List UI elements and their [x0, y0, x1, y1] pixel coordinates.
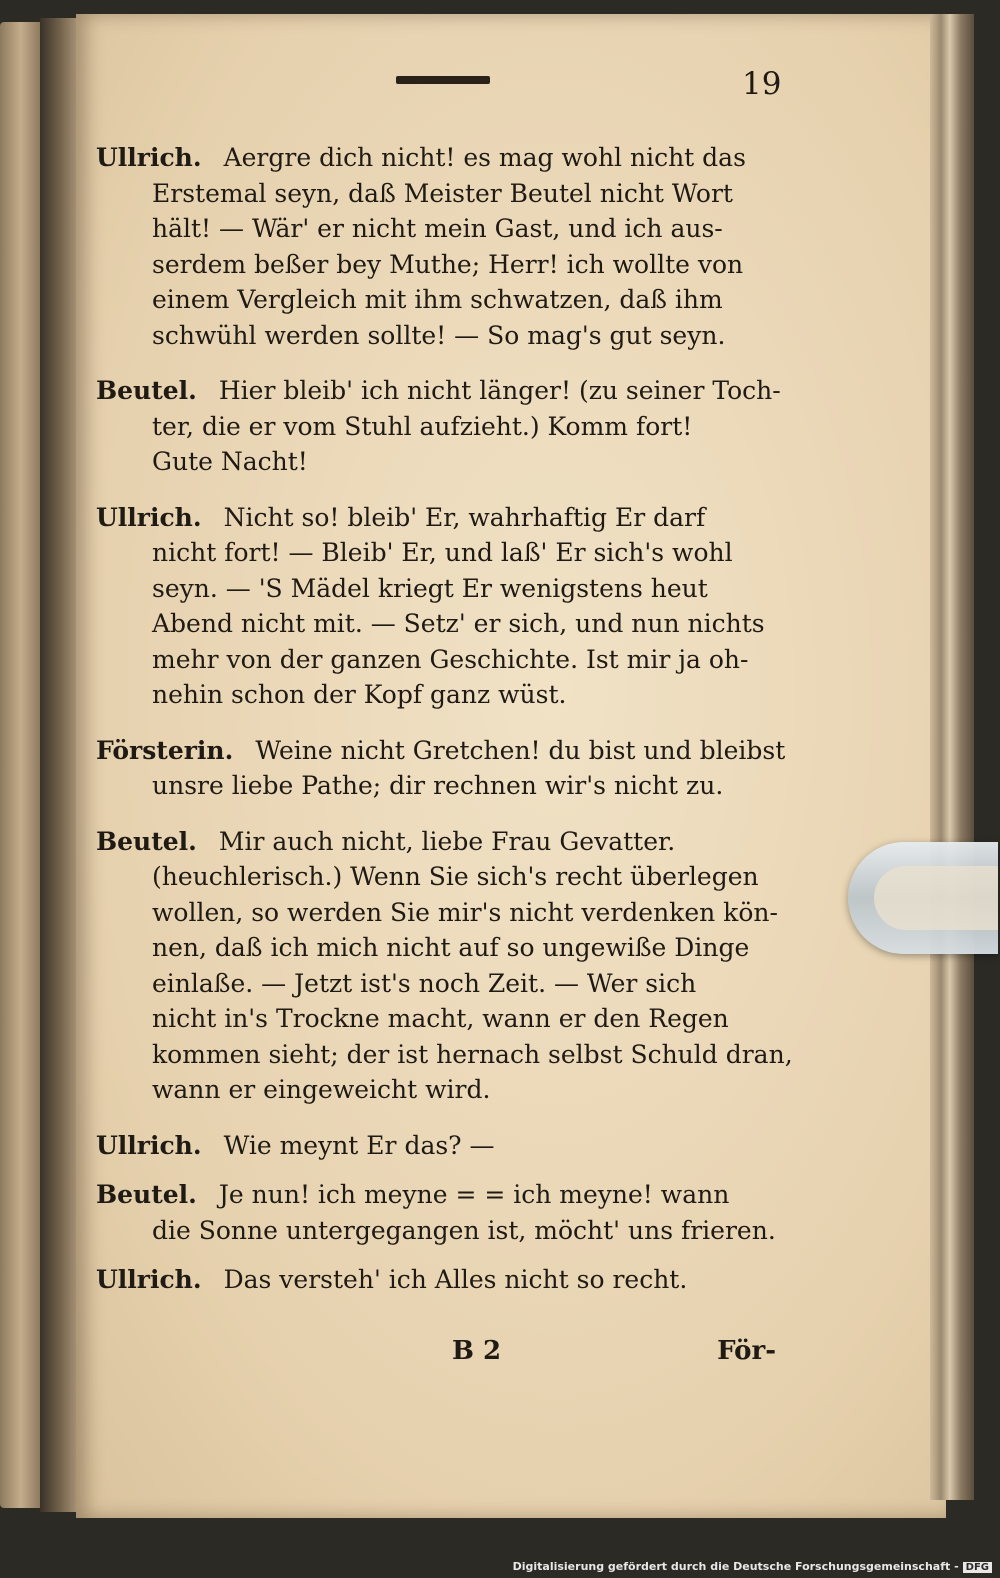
line-text: Nicht so! bleib' Er, wahrhaftig Er darf: [223, 502, 706, 532]
page-number: 19: [742, 66, 782, 102]
text-line: mehr von der ganzen Geschichte. Ist mir ja oh-: [152, 644, 749, 674]
speech-7: [96, 1177, 790, 1248]
speaker-name: Försterin.: [96, 735, 234, 765]
text-line: [96, 1128, 790, 1164]
line-text: Aergre dich nicht! es mag wohl nicht das: [223, 143, 746, 172]
text-line: [96, 824, 790, 860]
credit-text: Digitalisierung gefördert durch die Deutsche Forschungsgemeinschaft -: [512, 1560, 959, 1573]
speaker-name: Ullrich.: [96, 143, 202, 172]
signature-mark: B 2: [452, 1336, 502, 1366]
speech-2: [96, 373, 790, 480]
line-text: Das versteh' ich Alles nicht so recht.: [223, 1265, 688, 1294]
text-line: Abend nicht mit. — Setz' er sich, und nun nichts: [152, 609, 765, 638]
text-line: [96, 140, 790, 176]
speaker-name: Beutel.: [96, 826, 197, 856]
text-line: (heuchlerisch.) Wenn Sie sich's recht überlegen: [152, 862, 759, 891]
speaker-name: Beutel.: [96, 1180, 197, 1209]
page-footer: [96, 1330, 790, 1370]
page-stack-edge: [930, 14, 974, 1500]
speech-5: [96, 824, 793, 1108]
dfg-logo: DFG: [963, 1562, 992, 1573]
text-line: schwühl werden sollte! — So mag's gut seyn.: [152, 320, 726, 350]
clip-window: [874, 866, 998, 930]
line-text: Mir auch nicht, liebe Frau Gevatter.: [218, 826, 676, 856]
speaker-name: Ullrich.: [96, 502, 202, 532]
dialogue-text: [96, 140, 793, 1318]
text-line: [96, 1177, 790, 1213]
text-line: [96, 733, 790, 769]
header-rule: [396, 76, 490, 84]
text-line: nicht in's Trockne macht, wann er den Regen: [152, 1004, 729, 1033]
speaker-name: Ullrich.: [96, 1265, 202, 1294]
speaker-name: Beutel.: [96, 376, 197, 405]
text-line: [96, 500, 790, 536]
text-line: einlaße. — Jetzt ist's noch Zeit. — Wer sich: [152, 968, 697, 998]
text-line: [96, 373, 790, 409]
text-line: einem Vergleich mit ihm schwatzen, daß ihm: [152, 285, 723, 314]
line-text: Je nun! ich meyne = = ich meyne! wann: [218, 1180, 730, 1209]
line-text: Weine nicht Gretchen! du bist und bleibst: [255, 735, 786, 765]
text-line: ter, die er vom Stuhl aufzieht.) Komm fort!: [152, 411, 693, 441]
catchword: För-: [717, 1336, 776, 1366]
text-line: seyn. — 'S Mädel kriegt Er wenigstens heut: [152, 573, 708, 603]
digitization-credit: [513, 1560, 992, 1576]
line-text: Hier bleib' ich nicht länger! (zu seiner Toch-: [218, 376, 781, 405]
text-line: Erstemal seyn, daß Meister Beutel nicht Wort: [152, 178, 733, 208]
page-clip: [848, 842, 998, 954]
text-line: nicht fort! — Bleib' Er, und laß' Er sich's wohl: [152, 538, 733, 567]
text-line: hält! — Wär' er nicht mein Gast, und ich aus-: [152, 214, 723, 243]
speech-4: [96, 733, 790, 804]
speech-6: [96, 1128, 790, 1164]
speaker-name: Ullrich.: [96, 1130, 202, 1160]
text-line: [96, 1262, 790, 1298]
text-line: nen, daß ich mich nicht auf so ungewiße Dinge: [152, 933, 750, 962]
speech-3: [96, 500, 790, 713]
text-line: Gute Nacht!: [152, 447, 308, 476]
text-line: serdem beßer bey Muthe; Herr! ich wollte von: [152, 249, 744, 279]
line-text: Wie meynt Er das? —: [223, 1130, 495, 1160]
text-line: die Sonne untergegangen ist, möcht' uns frieren.: [152, 1215, 776, 1245]
text-line: wollen, so werden Sie mir's nicht verdenken kön-: [152, 897, 778, 927]
text-line: nehin schon der Kopf ganz wüst.: [152, 680, 567, 709]
text-line: wann er eingeweicht wird.: [152, 1075, 491, 1104]
text-line: kommen sieht; der ist hernach selbst Schuld dran,: [152, 1039, 793, 1069]
text-line: unsre liebe Pathe; dir rechnen wir's nicht zu.: [152, 771, 724, 800]
speech-1: [96, 140, 790, 353]
speech-8: [96, 1262, 790, 1298]
